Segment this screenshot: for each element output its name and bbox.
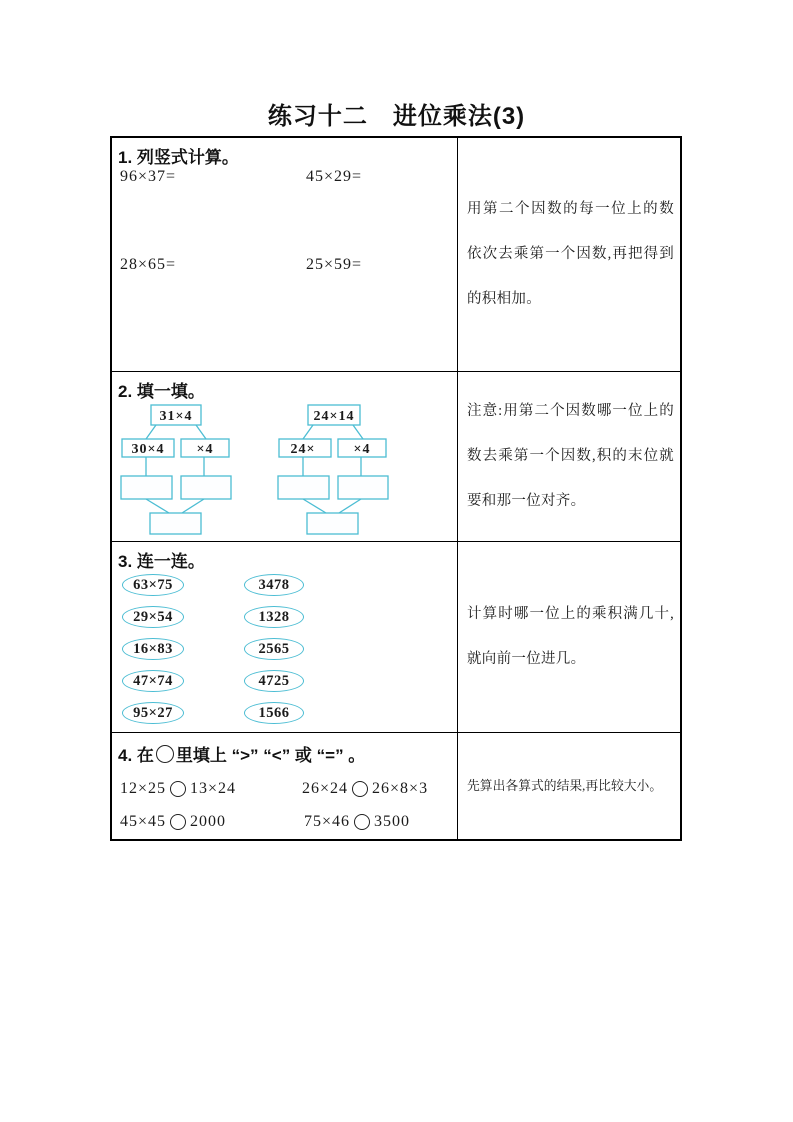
answer-box	[307, 513, 358, 534]
match-item-right: 3478	[244, 574, 304, 596]
section-2-cell	[112, 372, 458, 542]
match-item-left: 63×75	[122, 574, 184, 596]
comparison-right: 26×8×3	[372, 780, 429, 797]
diagram-label: 31×4	[159, 409, 193, 424]
answer-box	[338, 476, 388, 499]
section-4-header-prefix: 4. 在	[118, 746, 154, 765]
answer-circle	[170, 781, 186, 797]
answer-box	[150, 513, 201, 534]
answer-box	[278, 476, 329, 499]
hint-note: 注意:用第二个因数哪一位上的数去乘第一个因数,积的末位就要和那一位对齐。	[467, 403, 674, 509]
comparison	[304, 813, 410, 831]
answer-circle	[354, 814, 370, 830]
hint-note: 计算时哪一位上的乘积满几十,就向前一位进几。	[467, 606, 674, 667]
comparison-left: 12×25	[120, 780, 167, 797]
section-1-header: 1. 列竖式计算。	[118, 148, 239, 167]
match-item-right: 1328	[244, 606, 304, 628]
comparison-left: 26×24	[302, 780, 349, 797]
match-item-left: 95×27	[122, 702, 184, 724]
diagram-label: 24×	[290, 442, 316, 457]
diagram-label: ×4	[196, 442, 214, 457]
answer-circle	[170, 814, 186, 830]
section-2-header: 2. 填一填。	[118, 382, 205, 401]
hint-note: 用第二个因数的每一位上的数依次去乘第一个因数,再把得到的积相加。	[467, 201, 674, 307]
section-1-note-cell	[458, 138, 680, 372]
expression: 45×29=	[306, 168, 363, 185]
comparison	[120, 813, 226, 831]
section-4-cell	[112, 733, 458, 839]
diagram-31x4	[121, 405, 231, 534]
match-item-right: 4725	[244, 670, 304, 692]
match-item-left: 16×83	[122, 638, 184, 660]
section-4-header	[118, 741, 365, 766]
match-item-right: 1566	[244, 702, 304, 724]
match-item-left: 29×54	[122, 606, 184, 628]
diagram-label: 30×4	[131, 442, 165, 457]
page-title: 练习十二 进位乘法(3)	[267, 103, 526, 130]
answer-box	[121, 476, 172, 499]
section-4-header-suffix: 里填上 “>” “<” 或 “=” 。	[175, 746, 366, 765]
expression: 25×59=	[306, 256, 363, 273]
section-3-header: 3. 连一连。	[118, 552, 205, 571]
diagram-label: 24×14	[313, 409, 355, 424]
worksheet-table	[110, 136, 682, 841]
section-3-note-cell	[458, 542, 680, 733]
expression: 96×37=	[120, 168, 177, 185]
expression: 28×65=	[120, 256, 177, 273]
comparison	[120, 780, 236, 798]
comparison-right: 13×24	[190, 780, 237, 797]
section-2-note-cell	[458, 372, 680, 542]
comparison-right: 2000	[190, 813, 227, 830]
comparison-left: 45×45	[120, 813, 167, 830]
diagram-24x14	[278, 405, 388, 534]
answer-circle	[156, 745, 174, 763]
comparison-right: 3500	[374, 813, 411, 830]
section-4-note-cell	[458, 733, 680, 839]
section-1-cell	[112, 138, 458, 372]
hint-note: 先算出各算式的结果,再比较大小。	[467, 779, 663, 793]
answer-circle	[352, 781, 368, 797]
match-item-right: 2565	[244, 638, 304, 660]
match-item-left: 47×74	[122, 670, 184, 692]
diagram-label: ×4	[353, 442, 371, 457]
comparison	[302, 780, 428, 798]
section-3-cell	[112, 542, 458, 733]
comparison-left: 75×46	[304, 813, 351, 830]
answer-box	[181, 476, 231, 499]
